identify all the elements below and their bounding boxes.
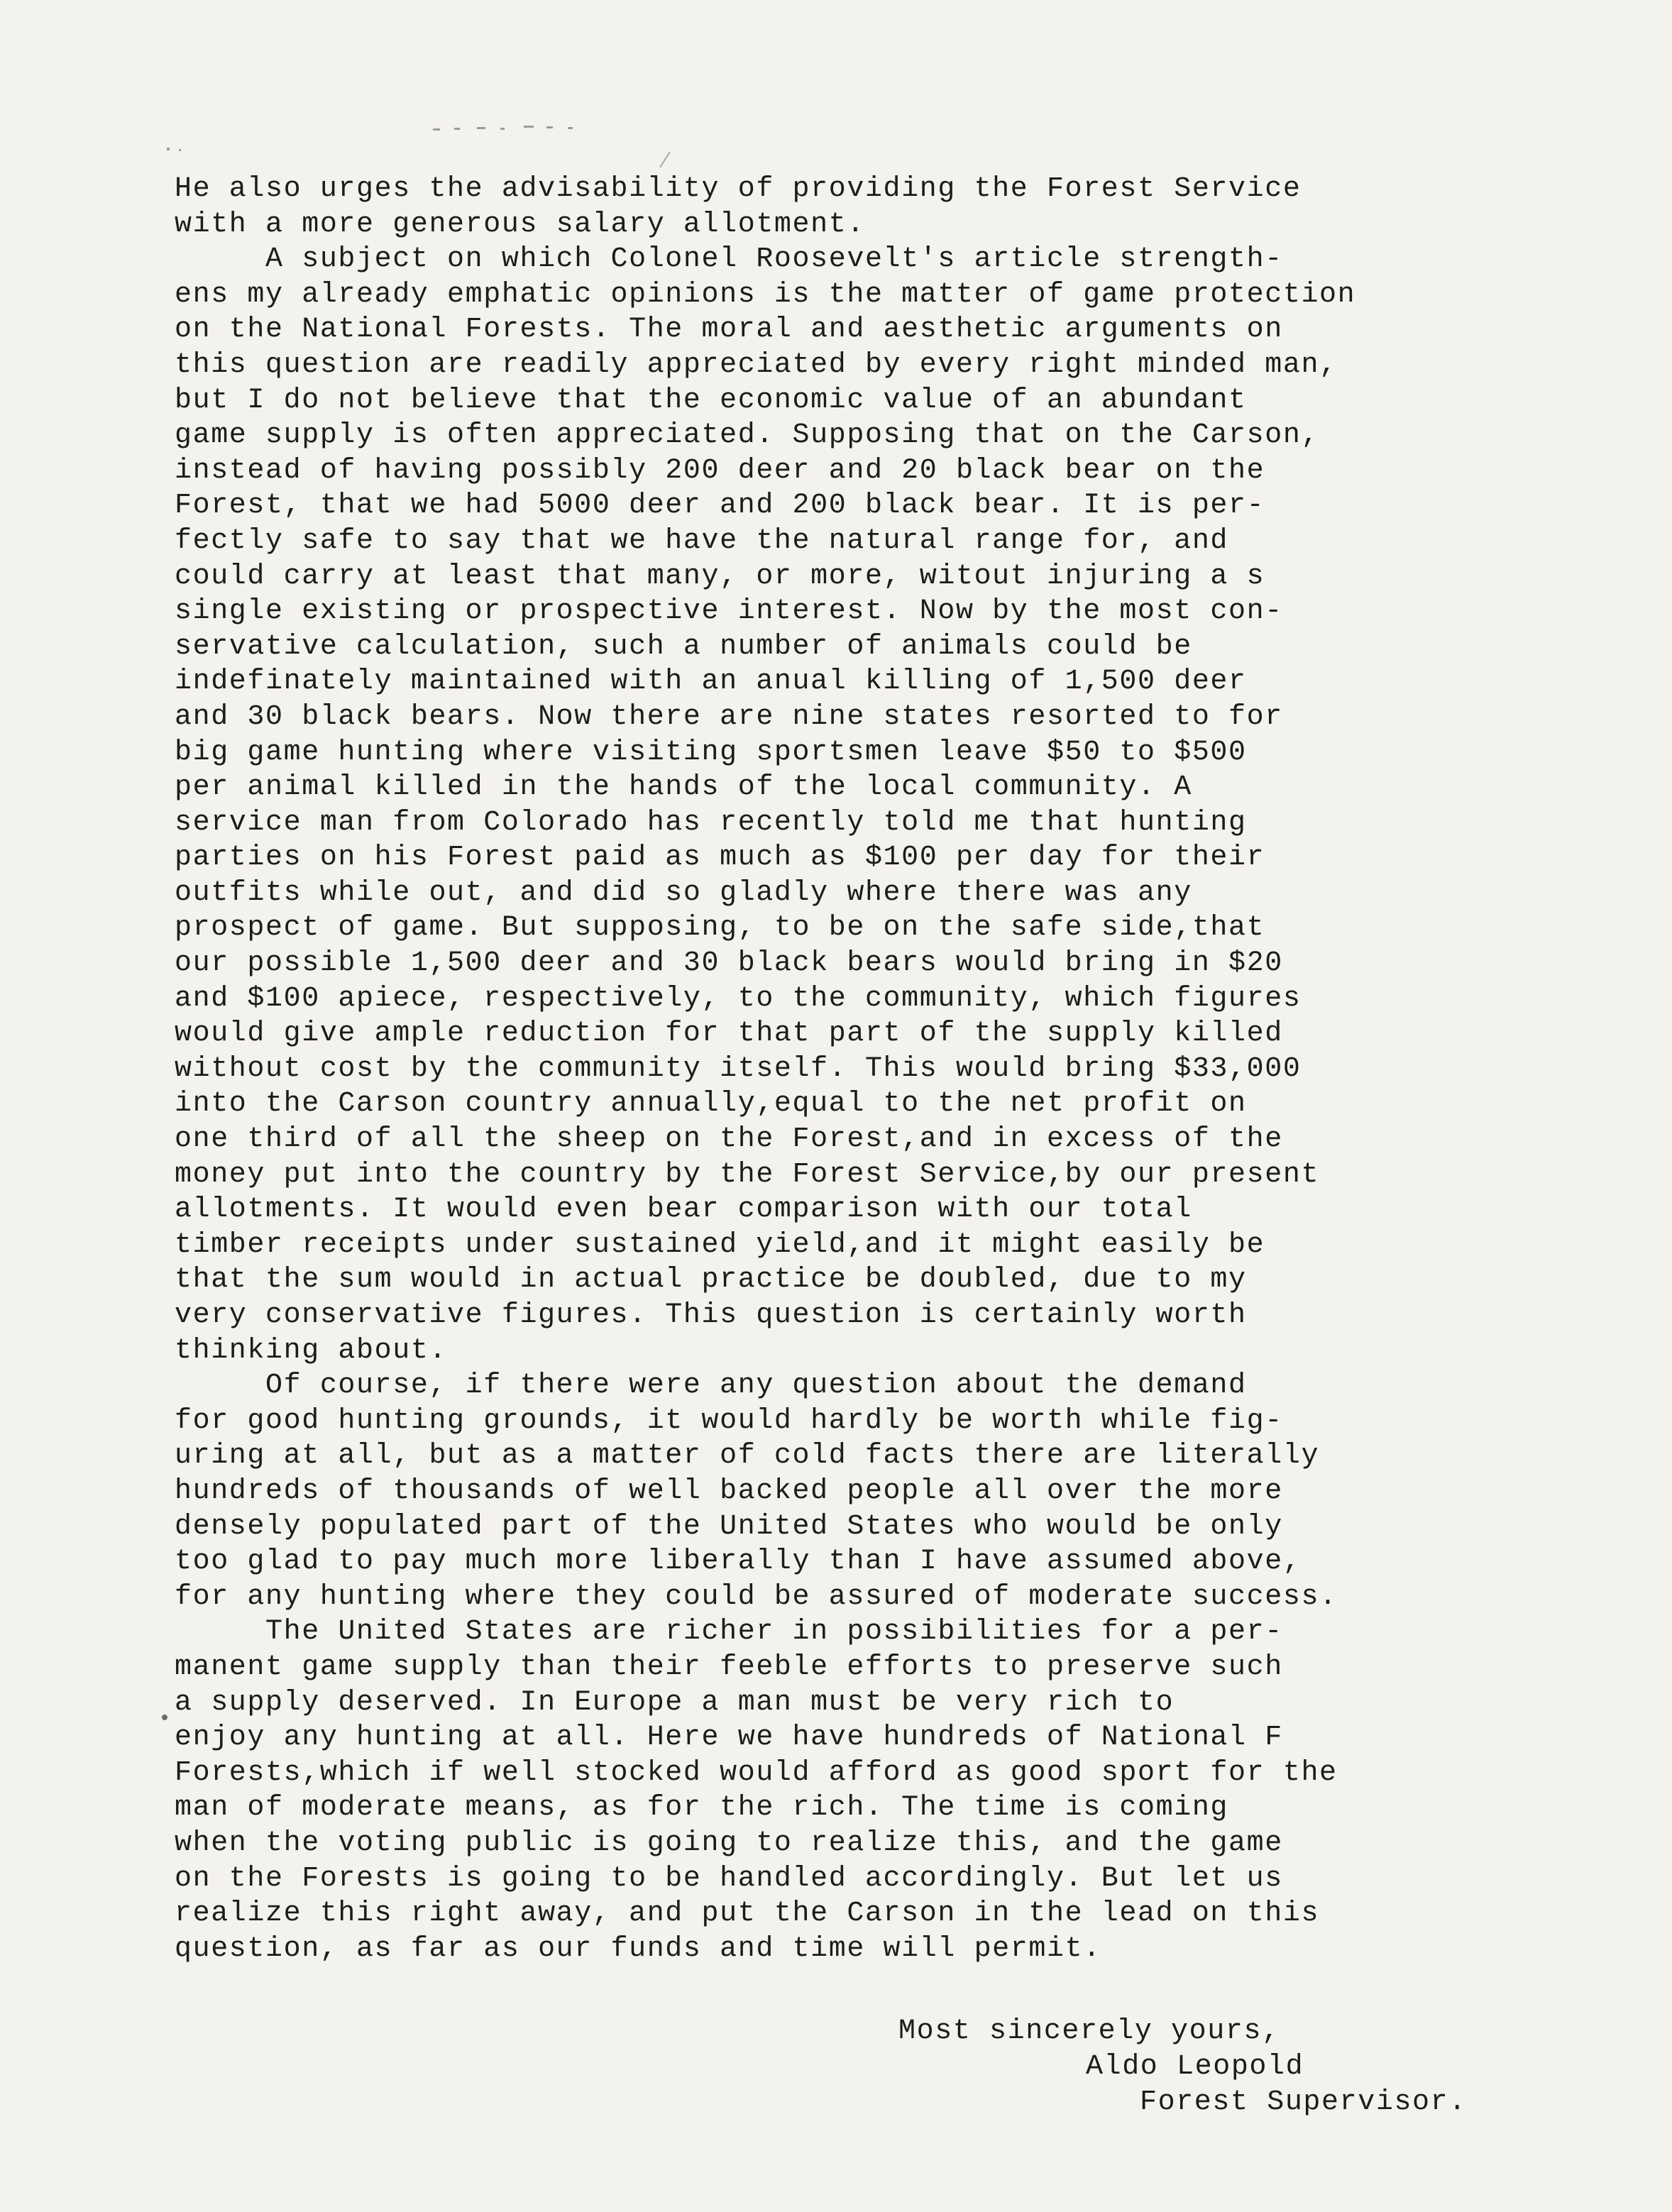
letter-line: very conservative figures. This question is certainly worth [175, 1299, 1247, 1331]
letter-line: parties on his Forest paid as much as $100 per day for their [175, 842, 1265, 874]
letter-line: uring at all, but as a matter of cold facts there are literally [175, 1440, 1320, 1473]
letter-line: The United States are richer in possibilities for a per- [175, 1616, 1283, 1649]
letter-line: and $100 apiece, respectively, to the community, which figures [175, 982, 1302, 1015]
letter-line: A subject on which Colonel Roosevelt's article strength- [175, 243, 1283, 276]
letter-line: one third of all the sheep on the Forest,and in excess of the [175, 1123, 1283, 1156]
letter-line: timber receipts under sustained yield,and it might easily be [175, 1228, 1265, 1261]
letter-body [175, 172, 1594, 1966]
letter-line: on the Forests is going to be handled accordingly. But let us [175, 1862, 1283, 1895]
letter-line: our possible 1,500 deer and 30 black bears would bring in $20 [175, 947, 1283, 980]
letter-line: question, as far as our funds and time will permit. [175, 1932, 1101, 1965]
margin-dot [162, 1715, 167, 1720]
letter-line: allotments. It would even bear comparison with our total [175, 1194, 1192, 1226]
signer-title: Forest Supervisor. [1140, 2086, 1467, 2118]
letter-line: enjoy any hunting at all. Here we have hundreds of National F [175, 1722, 1283, 1754]
letter-line: a supply deserved. In Europe a man must be very rich to [175, 1686, 1175, 1719]
letter-line: ens my already emphatic opinions is the matter of game protection [175, 278, 1356, 311]
letter-line: fectly safe to say that we have the natural range for, and [175, 524, 1229, 557]
letter-line: and 30 black bears. Now there are nine states resorted to for [175, 700, 1283, 733]
letter-line: servative calculation, such a number of animals could be [175, 630, 1192, 663]
letter-line: into the Carson country annually,equal to the net profit on [175, 1088, 1247, 1121]
letter-line: when the voting public is going to realize this, and the game [175, 1827, 1283, 1859]
letter-line: would give ample reduction for that part of the supply killed [175, 1018, 1283, 1050]
letter-line: prospect of game. But supposing, to be on the safe side,that [175, 912, 1265, 945]
letter-line: but I do not believe that the economic value of an abundant [175, 384, 1247, 417]
letter-line: per animal killed in the hands of the local community. A [175, 771, 1192, 804]
letter-line: on the National Forests. The moral and aesthetic arguments on [175, 314, 1283, 346]
letter-line: indefinately maintained with an anual killing of 1,500 deer [175, 666, 1247, 698]
letter-line: hundreds of thousands of well backed people all over the more [175, 1475, 1283, 1507]
letter-line: manent game supply than their feeble efforts to preserve such [175, 1651, 1283, 1683]
closing: Most sincerely yours, [898, 2015, 1280, 2047]
signature-block [898, 2014, 1537, 2120]
letter-line: single existing or prospective interest. Now by the most con- [175, 595, 1283, 628]
letter-line: outfits while out, and did so gladly where there was any [175, 876, 1192, 909]
letter-line: Forests,which if well stocked would afford as good sport for the [175, 1756, 1338, 1789]
letter-line: realize this right away, and put the Carson in the lead on this [175, 1898, 1320, 1930]
letter-line: He also urges the advisability of providing the Forest Service [175, 173, 1302, 205]
letter-line: densely populated part of the United States who would be only [175, 1510, 1283, 1543]
pencil-tick-mark [660, 152, 670, 167]
letter-line: money put into the country by the Forest Service,by our present [175, 1158, 1320, 1191]
letter-line: thinking about. [175, 1334, 448, 1367]
letter-line: Of course, if there were any question about the demand [175, 1370, 1247, 1402]
letter-line: game supply is often appreciated. Supposing that on the Carson, [175, 419, 1320, 452]
letter-line: without cost by the community itself. This would bring $33,000 [175, 1052, 1302, 1085]
letter-line: service man from Colorado has recently told me that hunting [175, 806, 1247, 839]
letter-line: Forest, that we had 5000 deer and 200 black bear. It is per- [175, 490, 1265, 522]
letter-line: for any hunting where they could be assured of moderate success. [175, 1580, 1338, 1613]
letter-line: too glad to pay much more liberally than I have assumed above, [175, 1546, 1302, 1578]
letter-line: man of moderate means, as for the rich. The time is coming [175, 1792, 1229, 1825]
signer-name: Aldo Leopold [1086, 2051, 1304, 2083]
top-smudge-marks [167, 126, 573, 151]
letter-line: could carry at least that many, or more, witout injuring a s [175, 560, 1265, 593]
letter-line: with a more generous salary allotment. [175, 208, 865, 241]
letter-line: that the sum would in actual practice be doubled, due to my [175, 1264, 1247, 1297]
letter-line: big game hunting where visiting sportsmen leave $50 to $500 [175, 736, 1247, 769]
letter-line: this question are readily appreciated by every right minded man, [175, 348, 1338, 381]
letter-line: instead of having possibly 200 deer and 20 black bear on the [175, 454, 1265, 487]
letter-line: for good hunting grounds, it would hardly be worth while fig- [175, 1404, 1283, 1437]
